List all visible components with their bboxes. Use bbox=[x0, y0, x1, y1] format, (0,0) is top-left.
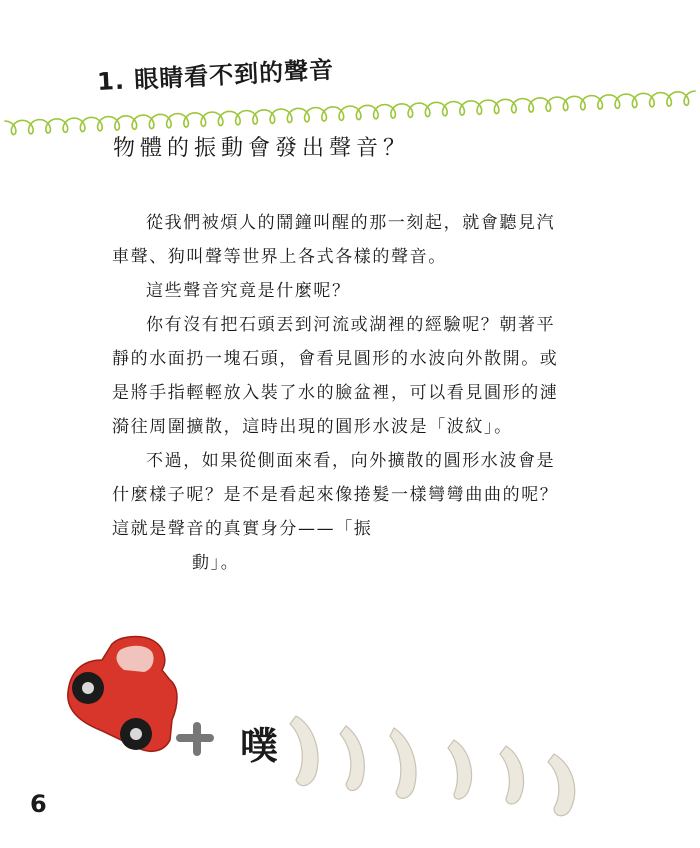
paragraph: 從我們被煩人的鬧鐘叫醒的那一刻起，就會聽見汽車聲、狗叫聲等世界上各式各樣的聲音。 bbox=[112, 213, 556, 267]
paragraph-continuation: 動」。 bbox=[192, 553, 240, 573]
exhaust-puff bbox=[180, 726, 210, 752]
red-car-icon bbox=[68, 637, 177, 752]
paragraph: 你有沒有把石頭丟到河流或湖裡的經驗呢？朝著平靜的水面扔一塊石頭，會看見圓形的水波向外散開。或是將手指輕輕放入裝了水的臉盆裡，可以看見圓形的漣漪往周圍擴散，這時出現的圓形水波是「波紋」。 bbox=[112, 315, 559, 437]
car-illustration bbox=[60, 630, 620, 830]
chapter-title: 1. 眼睛看不到的聲音 bbox=[96, 55, 335, 97]
vine-decoration bbox=[0, 78, 700, 138]
paragraph: 不過，如果從側面來看，向外擴散的圓形水波會是什麼樣子呢？是不是看起來像捲髮一樣彎彎曲曲的呢？這就是聲音的真實身分——「振 bbox=[112, 451, 559, 539]
body-text bbox=[112, 206, 560, 580]
sound-effect-label: 噗 bbox=[240, 724, 279, 768]
section-title: 物體的振動會發出聲音？ bbox=[113, 136, 411, 161]
paragraph: 這些聲音究竟是什麼呢？ bbox=[146, 281, 351, 301]
page-number: 6 bbox=[30, 790, 47, 818]
sound-wave-arcs bbox=[290, 716, 575, 816]
